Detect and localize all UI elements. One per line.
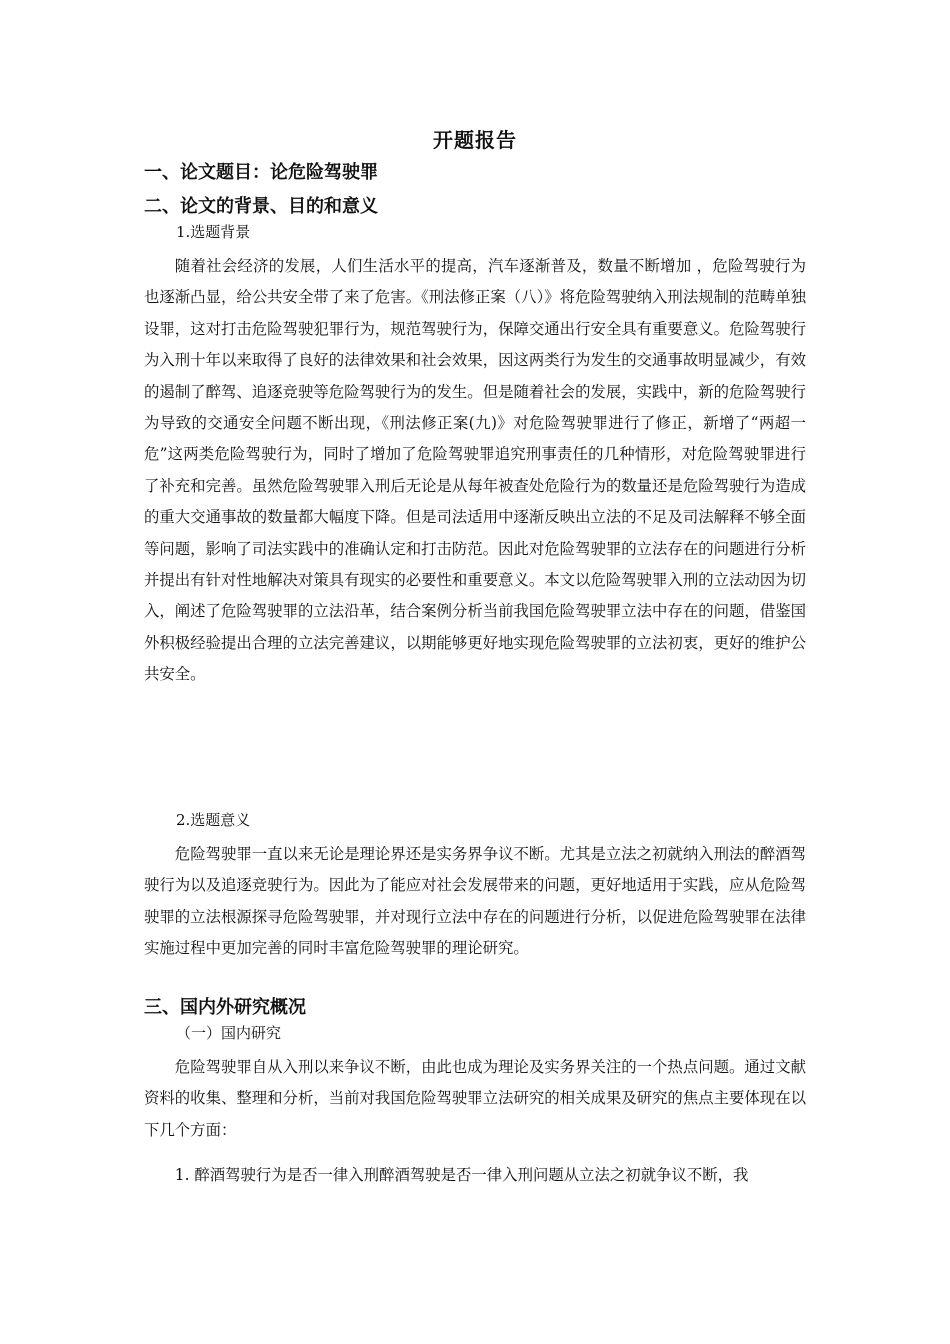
domestic-research-paragraph: 危险驾驶罪自从入刑以来争议不断，由此也成为理论及实务界关注的一个热点问题。通过文献资料的收集、整理和分析，当前对我国危险驾驶罪立法研究的相关成果及研究的焦点主要体现在以下几个方面： (144, 1058, 806, 1139)
subsection-background-heading: 1.选题背景 (176, 223, 251, 241)
section-1-heading: 一、论文题目：论危险驾驶罪 (144, 162, 378, 183)
significance-paragraph: 危险驾驶罪一直以来无论是理论界还是实务界争议不断。尤其是立法之初就纳入刑法的醉酒驾驶行为以及追逐竞驶行为。因此为了能应对社会发展带来的问题，更好地适用于实践，应从危险驾驶罪的立法根源探寻危险驾驶罪，并对现行立法中存在的问题进行分析，以促进危险驾驶罪在法律实施过程中更加完善的同时丰富危险驾驶罪的理论研究。 (144, 845, 806, 958)
subsection-significance-heading: 2.选题意义 (176, 811, 251, 829)
background-paragraph: 随着社会经济的发展，人们生活水平的提高，汽车逐渐普及，数量不断增加 ，危险驾驶行为也逐渐凸显，给公共安全带了来了危害。《刑法修正案（八）》将危险驾驶纳入刑法规制的范畴单独设罪，这对打击危险驾驶犯罪行为，规范驾驶行为，保障交通出行安全具有重要意义。危险驾驶行为入刑十年以来取得了良好的法律效果和社会效果，因这两类行为发生的交通事故明显减少，有效的遏制了醉驾、追逐竞驶等危险驾驶行为的发生。但是随着社会的发展，实践中，新的危险驾驶行为导致的交通安全问题不断出现，《刑法修正案(九)》对危险驾驶罪进行了修正，新增了“两超一危”这两类危险驾驶行为，同时了增加了危险驾驶罪追究刑事责任的几种情形，对危险驾驶罪进行了补充和完善。虽然危险驾驶罪入刑后无论是从每年被查处危险行为的数量还是危险驾驶行为造成的重大交通事故的数量都大幅度下降。但是司法适用中逐渐反映出立法的不足及司法解释不够全面等问题，影响了司法实践中的准确认定和打击防范。因此对危险驾驶罪的立法存在的问题进行分析并提出有针对性地解决对策具有现实的必要性和重要意义。本文以危险驾驶罪入刑的立法动因为切入，阐述了危险驾驶罪的立法沿革，结合案例分析当前我国危险驾驶罪立法中存在的问题，借鉴国外积极经验提出合理的立法完善建议，以期能够更好地实现危险驾驶罪的立法初衷，更好的维护公共安全。 (144, 257, 806, 684)
section-2-heading: 二、论文的背景、目的和意义 (144, 196, 378, 217)
list-item-1: 1. 醉酒驾驶行为是否一律入刑醉酒驾驶是否一律入刑问题从立法之初就争议不断，我 (174, 1166, 749, 1184)
section-3-heading: 三、国内外研究概况 (144, 997, 306, 1018)
document-title: 开题报告 (433, 128, 517, 152)
subsection-domestic-heading: （一）国内研究 (176, 1024, 282, 1042)
